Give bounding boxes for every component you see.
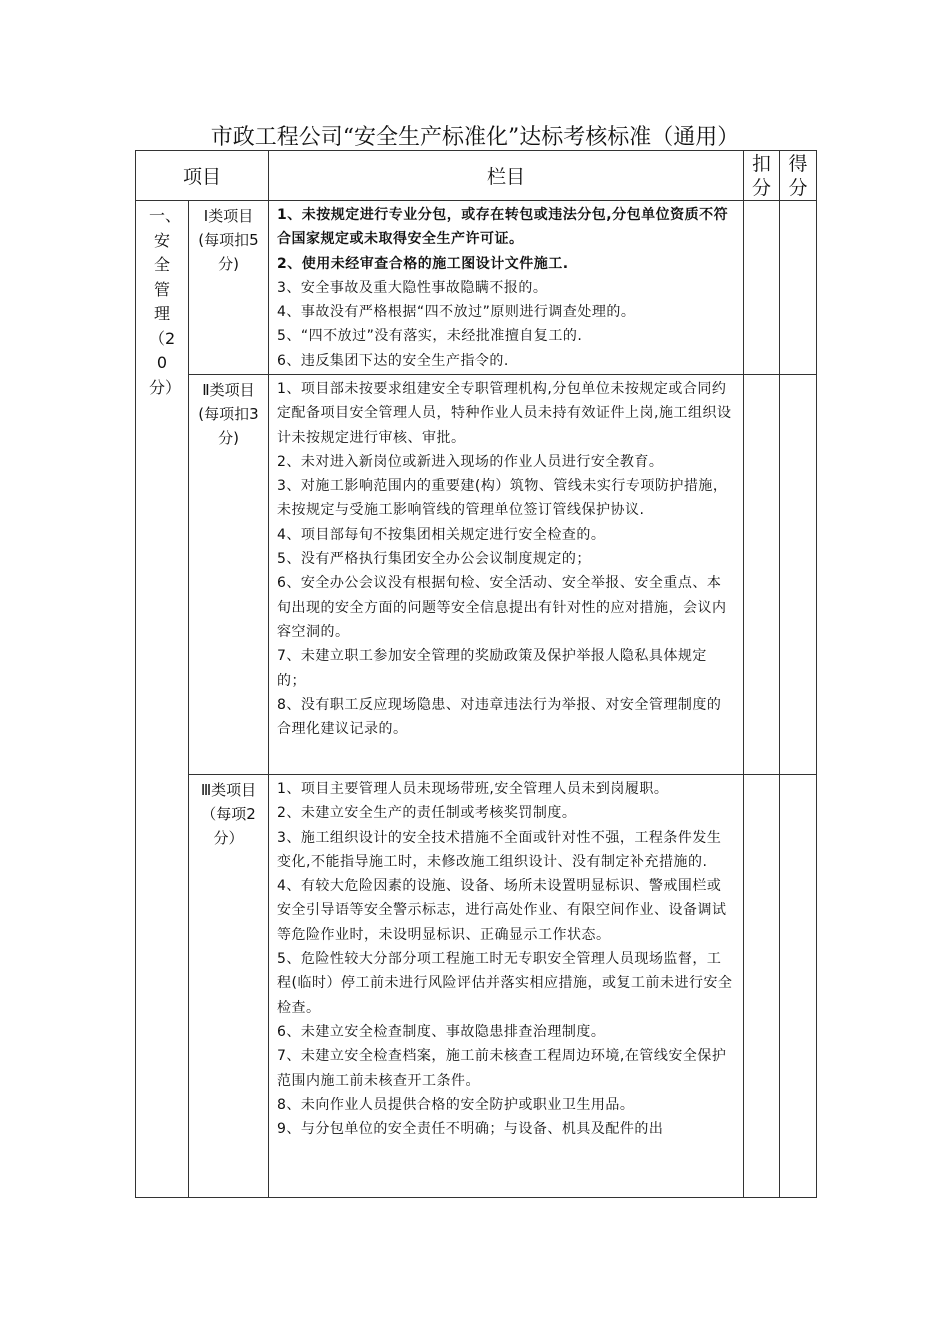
list-item: 5、没有严格执行集团安全办公会议制度规定的； bbox=[277, 551, 591, 568]
list-item: 9、与分包单位的安全责任不明确；与设备、机具及配件的出 bbox=[277, 1121, 664, 1138]
list-item: 2、使用未经审查合格的施工图设计文件施工. bbox=[277, 255, 569, 272]
deduct-cell bbox=[744, 375, 780, 775]
table-row bbox=[136, 375, 817, 775]
list-item: 2、未建立安全生产的责任制或考核奖罚制度。 bbox=[277, 805, 577, 822]
table-row bbox=[136, 201, 817, 375]
items-cell bbox=[269, 775, 744, 1198]
class-label: Ⅲ类项目（每项2分） bbox=[200, 781, 257, 847]
category-cell bbox=[136, 201, 189, 1198]
list-item: 4、事故没有严格根据“四不放过”原则进行调查处理的。 bbox=[277, 304, 636, 321]
class-cell bbox=[189, 375, 269, 775]
score-cell bbox=[780, 775, 817, 1198]
class-cell bbox=[189, 775, 269, 1198]
list-item: 3、安全事故及重大隐性事故隐瞒不报的。 bbox=[277, 279, 548, 296]
category-label: 一、安全管理（20分） bbox=[149, 206, 182, 397]
list-item: 7、未建立安全检查档案，施工前未核查工程周边环境,在管线安全保护范围内施工前未核查开工条件。 bbox=[277, 1048, 727, 1089]
list-item: 4、项目部每旬不按集团相关规定进行安全检查的。 bbox=[277, 526, 606, 543]
assessment-table bbox=[135, 150, 817, 1198]
header-project: 项目 bbox=[136, 151, 269, 201]
header-score: 得分 bbox=[780, 151, 817, 201]
deduct-cell bbox=[744, 201, 780, 375]
items-cell bbox=[269, 375, 744, 775]
table-header-row bbox=[136, 151, 817, 201]
table-row bbox=[136, 775, 817, 1198]
list-item: 5、危险性较大分部分项工程施工时无专职安全管理人员现场监督，工程(临时）停工前未进行风险评估并落实相应措施，或复工前未进行安全检查。 bbox=[277, 951, 733, 1016]
header-deduct: 扣分 bbox=[744, 151, 780, 201]
deduct-cell bbox=[744, 775, 780, 1198]
list-item: 1、未按规定进行专业分包，或存在转包或违法分包,分包单位资质不符合国家规定或未取得安全生产许可证。 bbox=[277, 207, 729, 248]
list-item: 8、未向作业人员提供合格的安全防护或职业卫生用品。 bbox=[277, 1096, 635, 1113]
list-item: 6、未建立安全检查制度、事故隐患排查治理制度。 bbox=[277, 1023, 606, 1040]
list-item: 1、项目主要管理人员未现场带班,安全管理人员未到岗履职。 bbox=[277, 781, 669, 797]
list-item: 8、没有职工反应现场隐患、对违章违法行为举报、对安全管理制度的合理化建议记录的。 bbox=[277, 696, 722, 738]
list-item: 3、施工组织设计的安全技术措施不全面或针对性不强，工程条件发生变化,不能指导施工时，未修改施工组织设计、没有制定补充措施的. bbox=[277, 829, 722, 870]
list-item: 6、安全办公会议没有根据旬检、安全活动、安全举报、安全重点、本旬出现的安全方面的问题等安全信息提出有针对性的应对措施，会议内容空洞的。 bbox=[277, 575, 727, 640]
list-item: 6、违反集团下达的安全生产指令的. bbox=[277, 352, 509, 369]
page-title: 市政工程公司“安全生产标准化”达标考核标准（通用） bbox=[210, 125, 740, 150]
list-item: 1、项目部未按要求组建安全专职管理机构,分包单位未按规定或合同约定配备项目安全管理人员，特种作业人员未持有效证件上岗,施工组织设计未按规定进行审核、审批。 bbox=[277, 381, 732, 446]
list-item: 7、未建立职工参加安全管理的奖励政策及保护举报人隐私具体规定的； bbox=[277, 648, 707, 689]
score-cell bbox=[780, 201, 817, 375]
list-item: 2、未对进入新岗位或新进入现场的作业人员进行安全教育。 bbox=[277, 453, 664, 470]
list-item: 5、“四不放过”没有落实，未经批准擅自复工的. bbox=[277, 328, 583, 345]
class-cell bbox=[189, 201, 269, 375]
header-column: 栏目 bbox=[269, 151, 744, 201]
items-cell bbox=[269, 201, 744, 375]
score-cell bbox=[780, 375, 817, 775]
list-item: 4、有较大危险因素的设施、设备、场所未设置明显标识、警戒围栏或安全引导语等安全警示标志，进行高处作业、有限空间作业、设备调试等危险作业时，未设明显标识、正确显示工作状态。 bbox=[277, 878, 727, 943]
class-label: Ⅰ类项目(每项扣5分) bbox=[198, 207, 259, 273]
list-item: 3、对施工影响范围内的重要建(构）筑物、管线未实行专项防护措施，未按规定与受施工影响管线的管理单位签订管线保护协议. bbox=[277, 478, 728, 519]
class-label: Ⅱ类项目(每项扣3分) bbox=[198, 381, 259, 447]
